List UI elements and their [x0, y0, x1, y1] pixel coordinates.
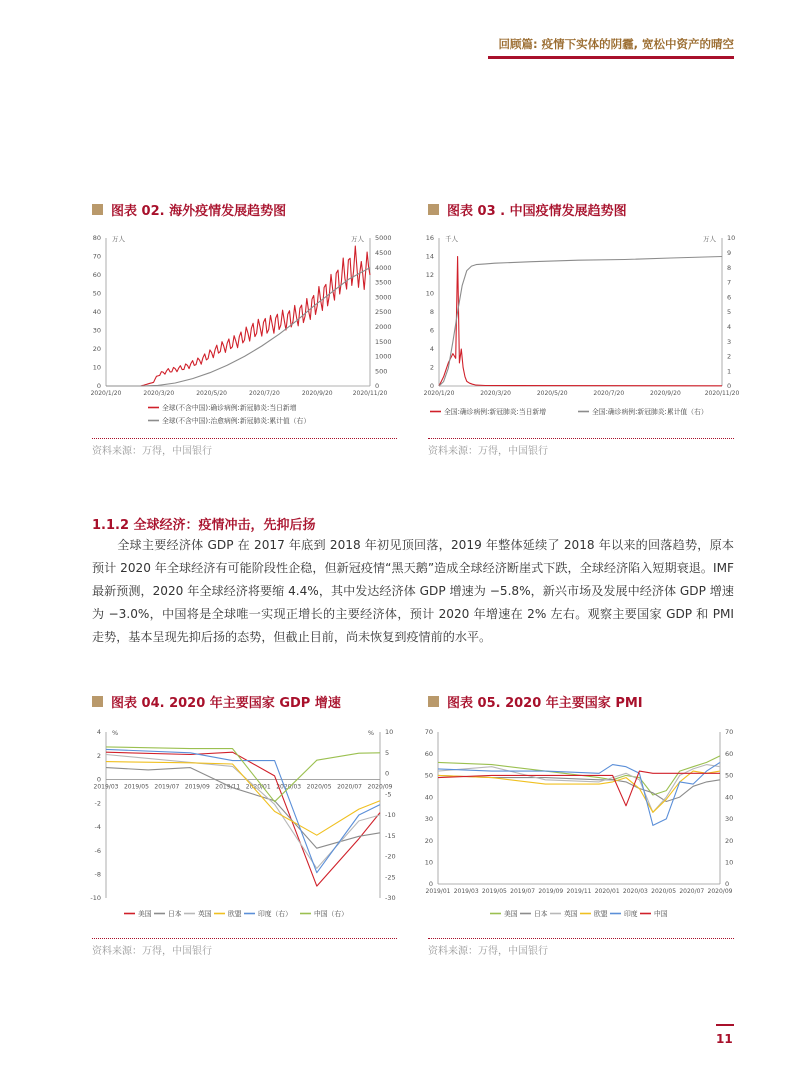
x-tick: 2020/09: [707, 888, 733, 895]
y-tick-right: -30: [385, 894, 396, 903]
y-tick-right: 3000: [375, 293, 392, 302]
y-tick-left: 50: [92, 289, 101, 298]
y-tick-left: 10: [424, 858, 433, 867]
y-tick-right: 4: [727, 323, 732, 331]
x-tick: 2019/11: [215, 783, 241, 791]
series-line-4: [106, 749, 380, 872]
y-tick-left: 70: [92, 252, 101, 261]
y-tick-left: 0: [429, 382, 434, 391]
chart-pmi: [424, 722, 734, 932]
y-tick-left: 40: [92, 308, 101, 317]
x-tick: 2020/01: [245, 783, 271, 791]
figure-03-title-text: 图表 03 . 中国疫情发展趋势图: [447, 204, 627, 219]
figure-02-title-text: 图表 02. 海外疫情发展趋势图: [111, 204, 287, 219]
y-tick-right: 5000: [375, 234, 392, 243]
figure-04-divider: [92, 938, 397, 939]
y-tick-left: -4: [94, 823, 101, 832]
y-tick-left: 4: [96, 728, 101, 737]
x-tick: 2019/01: [425, 888, 451, 895]
y-tick-left: 12: [425, 271, 434, 280]
series-line-0: [106, 752, 380, 886]
fig04-svg: [88, 722, 396, 932]
y-tick-left: 0: [96, 775, 101, 784]
figure-03-divider: [428, 438, 734, 439]
y-unit-right: %: [367, 729, 374, 737]
x-tick: 2019/03: [453, 888, 479, 895]
fig03-svg: [423, 228, 740, 433]
legend-item: [550, 909, 578, 918]
y-tick-left: 60: [92, 271, 101, 280]
x-tick: 2019/11: [566, 888, 592, 895]
y-tick-left: 80: [92, 234, 101, 243]
fig05-svg: [424, 722, 734, 932]
y-tick-left: 10: [92, 363, 101, 372]
x-tick: 2020/1/20: [90, 390, 122, 397]
y-unit-left: 万人: [112, 235, 125, 243]
x-tick: 2020/5/20: [196, 390, 227, 397]
y-tick-left: 4: [429, 345, 434, 354]
running-header: 回顾篇: 疫情下实体的阴霾, 宽松中资产的晴空: [498, 37, 734, 51]
y-tick-right: 5: [385, 748, 390, 757]
y-unit-right: 万人: [351, 235, 364, 243]
x-tick: 2019/09: [538, 888, 564, 895]
x-tick: 2020/09: [367, 783, 393, 791]
y-tick-right: 3500: [375, 278, 392, 287]
y-tick-right: 0: [727, 382, 732, 391]
y-tick-right: 10: [727, 234, 736, 243]
y-tick-left: 8: [429, 308, 434, 317]
figure-04-title-text: 图表 04. 2020 年主要国家 GDP 增速: [111, 696, 341, 711]
title-square-icon: [428, 204, 439, 215]
series-line-0: [439, 257, 722, 387]
x-tick: 2019/09: [184, 783, 210, 791]
y-tick-right: 70: [725, 728, 734, 737]
y-tick-left: 0: [96, 382, 101, 391]
y-unit-left: 千人: [445, 235, 458, 243]
y-tick-right: 0: [385, 769, 390, 778]
y-tick-right: 7: [727, 278, 732, 287]
fig02-svg: [88, 228, 393, 433]
x-tick: 2020/03: [276, 783, 302, 791]
y-tick-right: 1000: [375, 352, 392, 361]
y-tick-right: 20: [725, 836, 734, 845]
chart-gdp-growth: [88, 722, 396, 932]
series-line-2: [106, 755, 380, 869]
y-tick-left: -8: [94, 870, 101, 879]
y-tick-right: -10: [385, 811, 396, 820]
figure-03-source: 资料来源：万得，中国银行: [428, 446, 548, 457]
x-tick: 2020/9/20: [650, 390, 681, 397]
legend-label: 印度: [624, 910, 638, 918]
y-tick-left: -2: [94, 799, 101, 808]
x-tick: 2020/9/20: [301, 390, 333, 397]
x-tick: 2020/03: [622, 888, 648, 895]
header-rule: [488, 56, 734, 59]
x-tick: 2019/03: [93, 783, 119, 791]
figure-05-title-text: 图表 05. 2020 年主要国家 PMI: [447, 696, 643, 711]
x-tick: 2020/3/20: [143, 390, 175, 397]
title-square-icon: [92, 204, 103, 215]
y-tick-right: 9: [727, 249, 732, 257]
legend-item: [640, 909, 668, 918]
x-tick: 2019/07: [510, 888, 536, 895]
figure-05-title: [428, 692, 643, 711]
series-line-1: [439, 257, 722, 387]
legend-item: [148, 416, 310, 425]
x-tick: 2020/07: [337, 783, 363, 791]
legend-label: 中国: [654, 910, 668, 918]
y-tick-right: 8: [727, 263, 732, 272]
section-paragraph-text: 全球主要经济体 GDP 在 2017 年底到 2018 年初见顶回落，2019 年整体延续了 2018 年以来的回落趋势，原本预计 2020 年全球经济有可能阶段性企稳，但新冠疫情“黑天鹅”造成全球经济断崖式下跌，全球经济陷入短期衰退。IMF 最新预测，2020 年全球经济将要缩 4.4%，其中发达经济体 GDP 增速为 −5.8%，新兴市场及发展中经济体 GDP 增速为 −3.0%，中国将是全球唯一实现正增长的主要经济体，预计 2020 年增速在 2% 左右。观察主要国家 GDP 和 PMI 走势，基本呈现先抑后扬的态势，但截止目前，尚未恢复到疫情前的水平。: [92, 538, 734, 644]
x-tick: 2020/3/20: [480, 390, 511, 397]
legend-label: 美国: [504, 910, 518, 918]
y-tick-left: 10: [425, 289, 434, 298]
y-tick-right: 10: [385, 728, 394, 737]
y-tick-right: -5: [385, 790, 392, 799]
y-tick-right: 40: [725, 793, 734, 802]
y-tick-left: 6: [429, 326, 434, 335]
legend-item: [578, 407, 708, 416]
x-tick: 2020/1/20: [423, 390, 455, 397]
y-tick-right: 0: [375, 382, 380, 391]
y-tick-right: 2000: [375, 323, 392, 331]
y-tick-right: 1500: [375, 337, 392, 346]
figure-05-divider: [428, 938, 734, 939]
y-tick-right: 30: [725, 815, 734, 824]
legend-label: 印度（右）: [258, 910, 292, 918]
legend-item: [244, 909, 292, 918]
figure-02-title: [92, 200, 286, 219]
y-tick-right: 1: [727, 367, 732, 376]
chart-china-epidemic: [423, 228, 740, 433]
figure-03-title: [428, 200, 627, 219]
legend-label: 英国: [564, 910, 578, 918]
x-tick: 2020/05: [306, 783, 332, 791]
legend-label: 欧盟: [228, 910, 242, 918]
legend-label: 中国（右）: [314, 910, 348, 918]
y-unit-left: %: [112, 729, 119, 737]
legend-item: [520, 909, 548, 918]
y-tick-left: 2: [429, 363, 434, 372]
figure-04-title: [92, 692, 341, 711]
y-tick-left: -10: [90, 894, 101, 903]
x-tick: 2020/7/20: [593, 390, 625, 397]
legend-item: [184, 909, 212, 918]
y-tick-right: -15: [385, 831, 396, 840]
y-tick-right: -20: [385, 852, 396, 861]
series-line-4: [438, 762, 720, 825]
y-tick-right: 3: [727, 337, 732, 346]
y-tick-left: 14: [425, 252, 434, 261]
x-tick: 2020/05: [651, 888, 677, 895]
title-square-icon: [92, 696, 103, 707]
y-tick-right: 4000: [375, 263, 392, 272]
legend-label: 日本: [534, 910, 548, 918]
legend-label: 全球(不含中国):确诊病例:新冠肺炎:当日新增: [162, 404, 297, 412]
x-tick: 2020/7/20: [249, 390, 280, 397]
page-number: 11: [716, 1032, 733, 1046]
series-line-5: [106, 747, 380, 802]
series-line-3: [106, 762, 380, 836]
y-tick-right: 6: [727, 293, 732, 302]
legend-item: [490, 909, 518, 918]
y-tick-left: 40: [424, 793, 433, 802]
y-tick-right: 5: [727, 308, 732, 317]
y-tick-right: 60: [725, 749, 734, 758]
y-unit-right: 万人: [703, 235, 716, 243]
y-tick-left: -6: [94, 846, 101, 855]
x-tick: 2019/07: [154, 783, 180, 791]
legend-label: 全国:确诊病例:新冠肺炎:当日新增: [444, 408, 547, 416]
y-tick-left: 20: [92, 345, 101, 354]
legend-label: 美国: [138, 910, 152, 918]
y-tick-right: -25: [385, 873, 396, 882]
legend-item: [148, 403, 297, 412]
y-tick-left: 30: [92, 326, 101, 335]
y-tick-left: 70: [424, 728, 433, 737]
y-tick-left: 16: [425, 234, 434, 243]
x-tick: 2019/05: [481, 888, 507, 895]
y-tick-right: 2: [727, 352, 732, 361]
y-tick-right: 0: [725, 880, 730, 889]
figure-05-source: 资料来源：万得，中国银行: [428, 946, 548, 957]
page-number-rule: [716, 1024, 734, 1026]
x-tick: 2019/05: [123, 783, 149, 791]
x-tick: 2020/5/20: [536, 390, 568, 397]
chart-overseas-epidemic: [88, 228, 393, 433]
y-tick-left: 2: [96, 751, 101, 760]
series-line-3: [438, 771, 720, 812]
figure-02-source: 资料来源：万得，中国银行: [92, 446, 212, 457]
legend-item: [610, 909, 638, 918]
title-square-icon: [428, 696, 439, 707]
y-tick-right: 10: [725, 858, 734, 867]
section-title: 1.1.2 全球经济：疫情冲击，先抑后扬: [92, 518, 316, 533]
y-tick-right: 4500: [375, 249, 392, 257]
legend-item: [580, 909, 608, 918]
y-tick-left: 60: [424, 749, 433, 758]
y-tick-left: 50: [424, 771, 433, 780]
y-tick-right: 2500: [375, 308, 392, 317]
x-tick: 2020/01: [594, 888, 620, 895]
section-paragraph: [92, 534, 734, 649]
legend-item: [430, 407, 546, 416]
y-tick-right: 500: [375, 367, 388, 376]
y-tick-right: 50: [725, 771, 734, 780]
legend-label: 欧盟: [594, 910, 608, 918]
figure-02-divider: [92, 438, 397, 439]
legend-item: [214, 909, 242, 918]
legend-label: 日本: [168, 910, 182, 918]
x-tick: 2020/11/20: [352, 390, 388, 397]
x-tick: 2020/07: [679, 888, 705, 895]
y-tick-left: 30: [424, 815, 433, 824]
x-tick: 2020/11/20: [704, 390, 740, 397]
legend-label: 英国: [198, 910, 212, 918]
legend-label: 全国:确诊病例:新冠肺炎:累计值（右）: [592, 408, 708, 416]
figure-04-source: 资料来源：万得，中国银行: [92, 946, 212, 957]
legend-item: [300, 909, 348, 918]
y-tick-left: 0: [428, 880, 433, 889]
legend-label: 全球(不含中国):治愈病例:新冠肺炎:累计值（右）: [162, 417, 311, 425]
legend-item: [154, 909, 182, 918]
y-tick-left: 20: [424, 836, 433, 845]
legend-item: [124, 909, 152, 918]
series-line-0: [106, 246, 370, 386]
